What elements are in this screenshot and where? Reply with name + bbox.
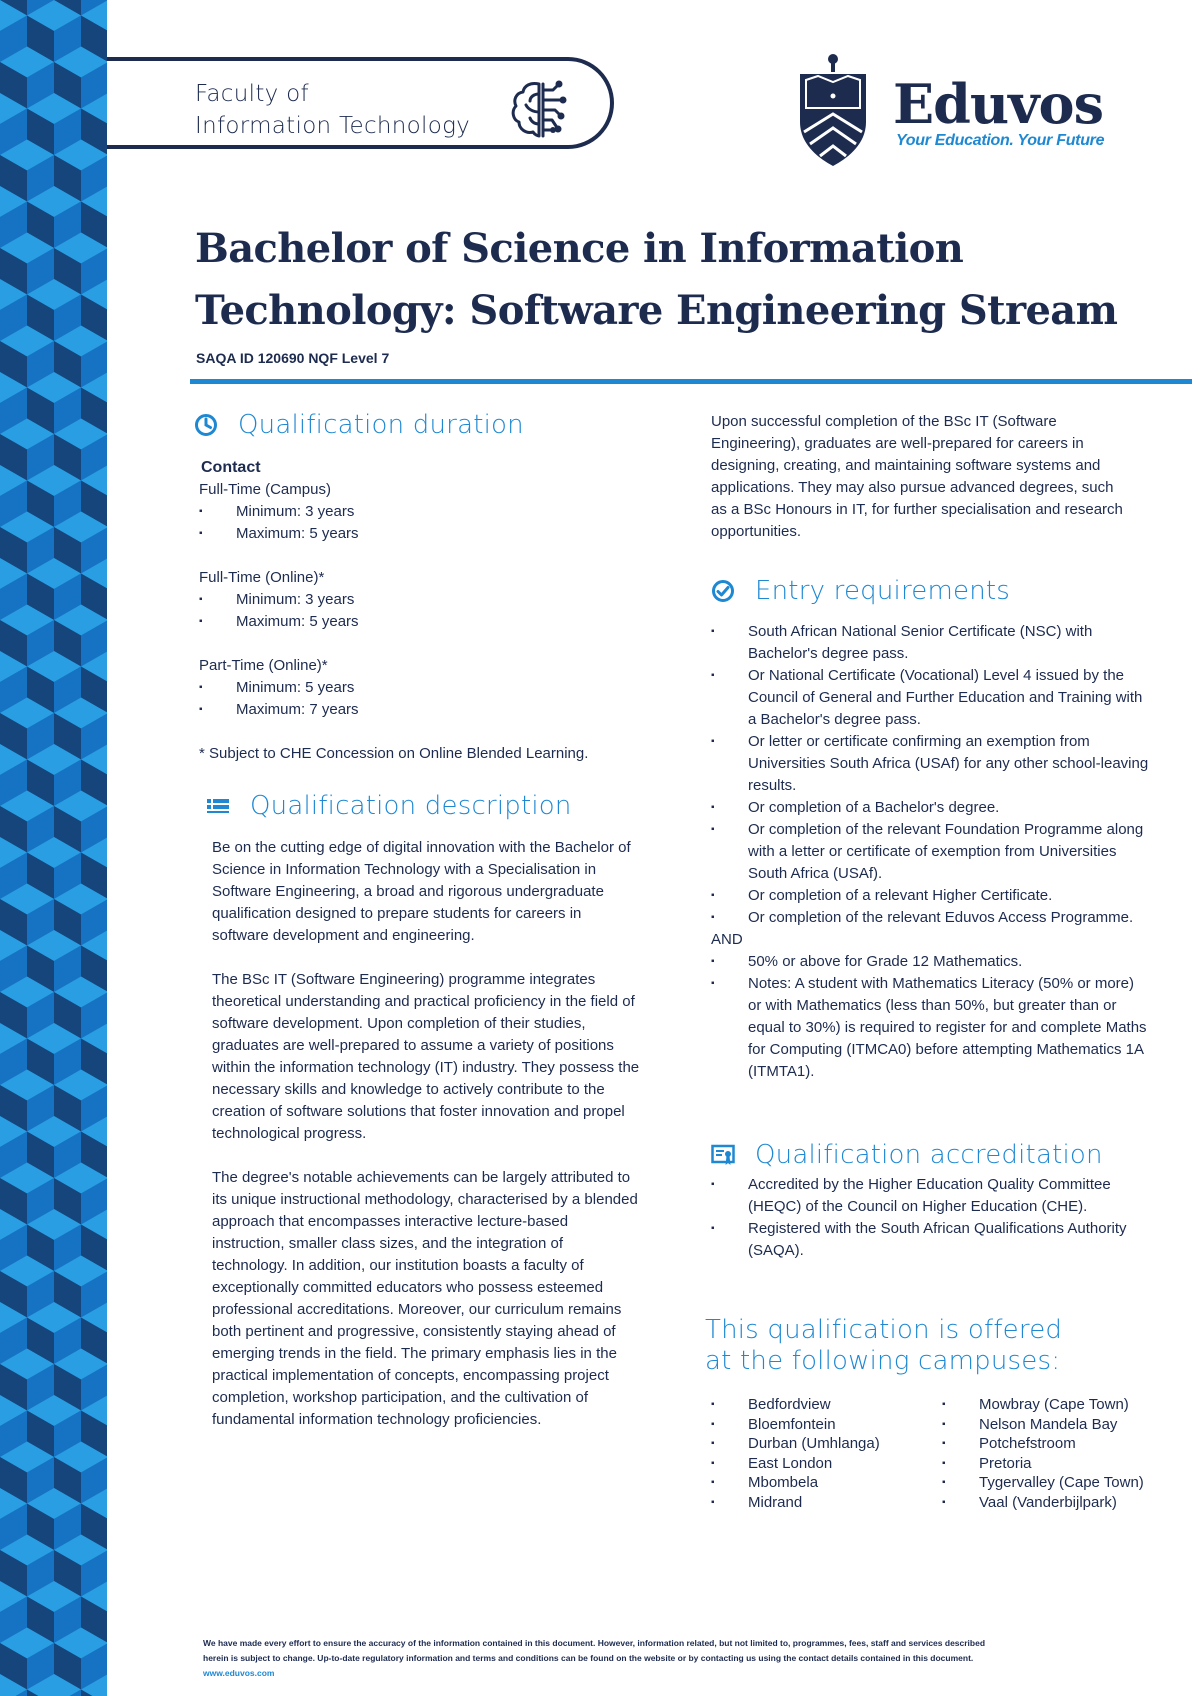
accreditation-list: [711, 1174, 1151, 1262]
and-label: AND: [711, 931, 743, 948]
accreditation-block: [711, 1174, 1151, 1262]
campus-item: ▪ Mbombela: [711, 1473, 941, 1493]
brain-circuit-icon: [508, 76, 574, 142]
description-paragraph: The BSc IT (Software Engineering) programme integrates theoretical understanding and practical proficiency in the field of software development. Upon completion of their studies, graduates are well-prepared to assume a variety of positions within the information technology (IT) industry. They possess the necessary skills and knowledge to actively contribute to the creation of software solutions that foster innovation and propel technological progress.: [212, 971, 640, 1142]
description-paragraph: Be on the cutting edge of digital innovation with the Bachelor of Science in Information Technology with a Specialisation in Software Engineering, a broad and rigorous undergraduate qualification designed to prepare students for careers in software development and engineering.: [212, 839, 631, 944]
page-title-line-2: Technology: Software Engineering Stream: [195, 287, 1118, 334]
disclaimer-line-2: herein is subject to change. Up-to-date regulatory information and terms and conditions can be found on the website or by contacting us using the contact details contained in this document.: [203, 1653, 974, 1663]
campus-list-left: [711, 1395, 941, 1512]
campus-item: ▪ East London: [711, 1454, 941, 1474]
entry-heading: [711, 576, 1010, 606]
campus-list-right: [942, 1395, 1200, 1512]
entry-heading-text: Entry requirements: [755, 576, 1011, 606]
entry-requirement-item: ▪ Or completion of a Bachelor's degree.: [711, 797, 1151, 819]
duration-group-label: Full-Time (Campus): [199, 481, 331, 498]
clock-icon: [194, 413, 218, 437]
duration-heading-text: Qualification duration: [238, 410, 524, 440]
title-divider: [190, 379, 1192, 384]
decorative-cube-band: [0, 0, 107, 1696]
duration-block: [199, 457, 669, 765]
duration-item: ▪ Minimum: 3 years: [199, 589, 669, 611]
campus-item: ▪ Midrand: [711, 1493, 941, 1513]
duration-item: ▪ Minimum: 3 years: [199, 501, 669, 523]
campus-item: ▪ Pretoria: [942, 1454, 1200, 1474]
duration-heading: [194, 410, 524, 440]
footer-disclaimer: [203, 1638, 1103, 1681]
shield-crest-icon: [798, 52, 868, 172]
page-title: [195, 218, 1195, 342]
campus-heading: [705, 1315, 1165, 1377]
entry-requirement-item: ▪ Or completion of the relevant Foundation Programme along with a letter or certificate of exemption from Universities South Africa (USAf).: [711, 819, 1151, 885]
entry-requirement-item: ▪ Or National Certificate (Vocational) Level 4 issued by the Council of General and Further Education and Training with a Bachelor's degree pass.: [711, 665, 1151, 731]
entry-list: [711, 621, 1151, 929]
duration-group-label: Full-Time (Online)*: [199, 569, 325, 586]
contact-label: Contact: [201, 459, 261, 476]
duration-group: [199, 567, 669, 633]
campus-item: ▪ Nelson Mandela Bay: [942, 1415, 1200, 1435]
campus-heading-line-2: at the following campuses:: [705, 1346, 1061, 1376]
accreditation-item: ▪ Registered with the South African Qualifications Authority (SAQA).: [711, 1218, 1151, 1262]
entry-requirement-item: ▪ Or completion of a relevant Higher Certificate.: [711, 885, 1151, 907]
campus-item: ▪ Vaal (Vanderbijlpark): [942, 1493, 1200, 1513]
certificate-icon: [711, 1143, 735, 1167]
duration-item: ▪ Maximum: 5 years: [199, 523, 669, 545]
description-paragraph: The degree's notable achievements can be largely attributed to its unique instructional methodology, characterised by a blended approach that encompasses interactive lecture-based instruction, smaller class sizes, and the integration of technology. In addition, our institution boasts a faculty of exceptionally committed educators who possess esteemed professional accreditations. Moreover, our curriculum remains both pertinent and progressive, consistently staying ahead of emerging trends in the field. The primary emphasis lies in the practical implementation of concepts, encompassing project completion, workshop participation, and the cultivation of fundamental information technology proficiencies.: [212, 1169, 638, 1428]
entry-requirement-item: ▪ Notes: A student with Mathematics Literacy (50% or more) or with Mathematics (less than 50%, but greater than or equal to 30%) is required to register for and complete Maths for Computing (ITMCA0) before attempting Mathematics 1A (ITMTA1).: [711, 973, 1151, 1083]
check-circle-icon: [711, 579, 735, 603]
list-icon: [206, 794, 230, 818]
duration-group-label: Part-Time (Online)*: [199, 657, 328, 674]
entry-list-math: [711, 951, 1151, 1083]
description-block: [212, 837, 642, 1453]
duration-item: ▪ Maximum: 5 years: [199, 611, 669, 633]
brand-name: Eduvos: [893, 72, 1103, 136]
entry-requirement-item: ▪ Or completion of the relevant Eduvos Access Programme.: [711, 907, 1151, 929]
duration-list: [199, 677, 669, 721]
description-heading-text: Qualification description: [250, 791, 572, 821]
duration-group: [199, 655, 669, 721]
page-title-line-1: Bachelor of Science in Information: [195, 225, 964, 272]
duration-group: [199, 479, 669, 545]
duration-footnote: * Subject to CHE Concession on Online Blended Learning.: [199, 745, 589, 762]
entry-requirement-item: ▪ 50% or above for Grade 12 Mathematics.: [711, 951, 1151, 973]
saqa-nqf-line: SAQA ID 120690 NQF Level 7: [196, 350, 390, 366]
duration-item: ▪ Minimum: 5 years: [199, 677, 669, 699]
faculty-name: Information Technology: [195, 113, 471, 139]
faculty-label: Faculty of: [195, 81, 309, 107]
entry-requirement-item: ▪ Or letter or certificate confirming an exemption from Universities South Africa (USAf) for any other school-leaving results.: [711, 731, 1151, 797]
campus-item: ▪ Mowbray (Cape Town): [942, 1395, 1200, 1415]
accreditation-heading: [711, 1140, 1103, 1170]
accreditation-item: ▪ Accredited by the Higher Education Quality Committee (HEQC) of the Council on Higher Education (CHE).: [711, 1174, 1151, 1218]
campus-item: ▪ Bloemfontein: [711, 1415, 941, 1435]
disclaimer-line-1: We have made every effort to ensure the accuracy of the information contained in this document. However, information related, but not limited to, programmes, fees, staff and services described: [203, 1638, 986, 1648]
duration-groups: [199, 479, 669, 721]
duration-item: ▪ Maximum: 7 years: [199, 699, 669, 721]
campus-item: ▪ Potchefstroom: [942, 1434, 1200, 1454]
accreditation-heading-text: Qualification accreditation: [755, 1140, 1103, 1170]
intro-paragraph: Upon successful completion of the BSc IT (Software Engineering), graduates are well-prepared for careers in designing, creating, and maintaining software systems and applications. They may also pursue advanced degrees, such as a BSc Honours in IT, for further specialisation and research opportunities.: [711, 413, 1123, 540]
website-link[interactable]: www.eduvos.com: [203, 1668, 275, 1678]
duration-list: [199, 589, 669, 633]
entry-requirement-item: ▪ South African National Senior Certificate (NSC) with Bachelor's degree pass.: [711, 621, 1151, 665]
campus-item: ▪ Bedfordview: [711, 1395, 941, 1415]
campus-item: ▪ Tygervalley (Cape Town): [942, 1473, 1200, 1493]
description-heading: [206, 791, 572, 821]
campus-heading-line-1: This qualification is offered: [705, 1315, 1063, 1345]
duration-list: [199, 501, 669, 545]
brand-tagline: Your Education. Your Future: [896, 132, 1105, 149]
entry-block: [711, 621, 1151, 1083]
campus-item: ▪ Durban (Umhlanga): [711, 1434, 941, 1454]
